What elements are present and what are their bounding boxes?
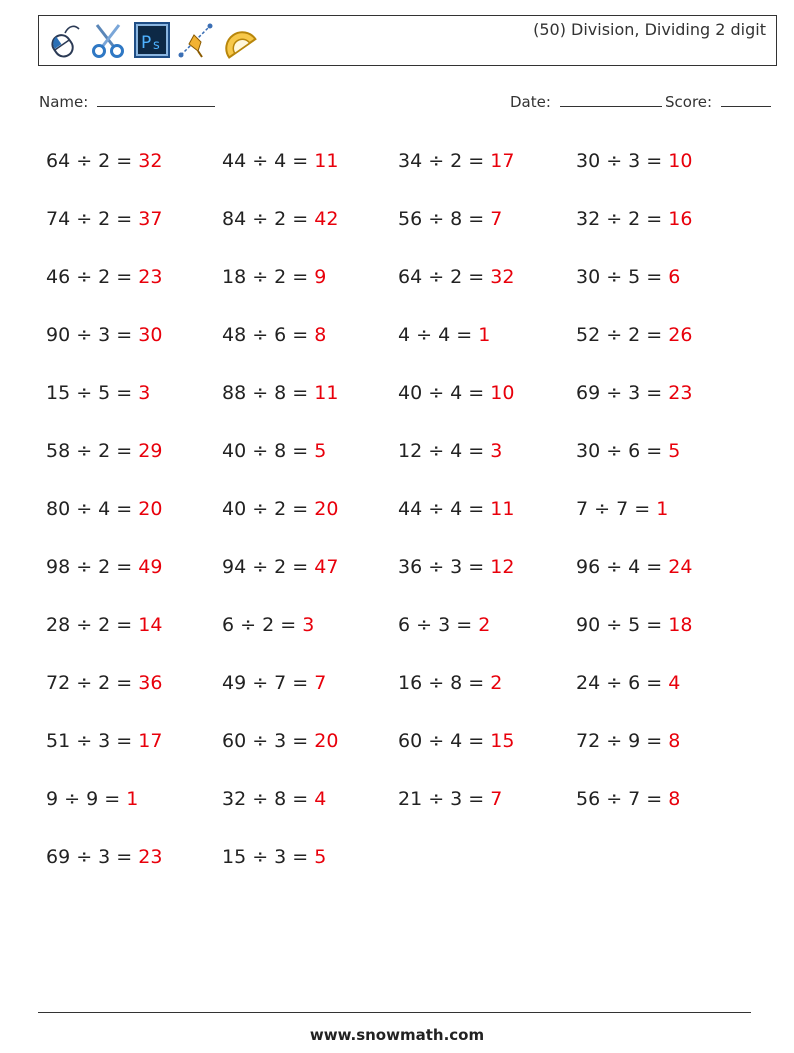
problem-answer: 24 <box>668 556 693 578</box>
date-label: Date: <box>510 93 551 111</box>
problem-answer: 23 <box>138 266 163 288</box>
problem-answer: 11 <box>314 150 339 172</box>
problem-question: 40 ÷ 4 = <box>398 382 491 404</box>
scissors-icon <box>89 21 127 59</box>
division-problem <box>398 606 576 664</box>
problem-question: 6 ÷ 2 = <box>222 614 303 636</box>
division-problem <box>46 200 222 258</box>
problem-question: 28 ÷ 2 = <box>46 614 139 636</box>
header-box <box>38 15 777 66</box>
division-problem <box>576 722 752 780</box>
division-problem <box>46 606 222 664</box>
division-problem <box>576 258 752 316</box>
division-problem <box>222 432 398 490</box>
division-problem <box>576 548 752 606</box>
problem-answer: 17 <box>490 150 515 172</box>
problem-question: 60 ÷ 3 = <box>222 730 315 752</box>
problem-question: 40 ÷ 2 = <box>222 498 315 520</box>
problem-question: 18 ÷ 2 = <box>222 266 315 288</box>
problem-answer: 26 <box>668 324 693 346</box>
problem-answer: 16 <box>668 208 693 230</box>
problem-question: 12 ÷ 4 = <box>398 440 491 462</box>
division-problem <box>576 780 752 838</box>
division-problem <box>576 200 752 258</box>
problem-question: 32 ÷ 2 = <box>576 208 669 230</box>
problem-answer: 10 <box>668 150 693 172</box>
problem-answer: 32 <box>490 266 515 288</box>
protractor-icon <box>221 21 259 59</box>
problem-question: 34 ÷ 2 = <box>398 150 491 172</box>
division-problem <box>398 780 576 838</box>
problem-answer: 11 <box>314 382 339 404</box>
division-problem <box>222 780 398 838</box>
problem-answer: 20 <box>314 730 339 752</box>
problem-question: 51 ÷ 3 = <box>46 730 139 752</box>
problem-question: 46 ÷ 2 = <box>46 266 139 288</box>
problem-answer: 5 <box>314 846 327 868</box>
mouse-icon <box>45 21 83 59</box>
problem-grid <box>46 142 752 896</box>
problem-answer: 7 <box>490 208 503 230</box>
problem-answer: 23 <box>138 846 163 868</box>
problem-answer: 30 <box>138 324 163 346</box>
icon-strip <box>45 21 259 59</box>
problem-question: 44 ÷ 4 = <box>398 498 491 520</box>
problem-question: 15 ÷ 3 = <box>222 846 315 868</box>
svg-text:P: P <box>141 33 152 53</box>
problem-question: 94 ÷ 2 = <box>222 556 315 578</box>
problem-question: 80 ÷ 4 = <box>46 498 139 520</box>
division-problem <box>222 374 398 432</box>
problem-answer: 12 <box>490 556 515 578</box>
name-blank[interactable] <box>97 92 215 107</box>
division-problem <box>46 780 222 838</box>
problem-question: 64 ÷ 2 = <box>46 150 139 172</box>
problem-answer: 7 <box>490 788 503 810</box>
problem-question: 69 ÷ 3 = <box>576 382 669 404</box>
division-problem <box>222 200 398 258</box>
division-problem <box>46 722 222 780</box>
problem-answer: 14 <box>138 614 163 636</box>
division-problem <box>46 316 222 374</box>
photoshop-icon <box>133 21 171 59</box>
problem-question: 21 ÷ 3 = <box>398 788 491 810</box>
worksheet-title: (50) Division, Dividing 2 digit <box>533 20 766 39</box>
problem-answer: 1 <box>656 498 669 520</box>
division-problem <box>222 664 398 722</box>
problem-answer: 8 <box>668 788 681 810</box>
division-problem <box>576 374 752 432</box>
problem-answer: 42 <box>314 208 339 230</box>
problem-question: 44 ÷ 4 = <box>222 150 315 172</box>
problem-answer: 4 <box>668 672 681 694</box>
problem-question: 48 ÷ 6 = <box>222 324 315 346</box>
division-problem <box>46 664 222 722</box>
problem-question: 72 ÷ 9 = <box>576 730 669 752</box>
problem-answer: 18 <box>668 614 693 636</box>
division-problem <box>222 548 398 606</box>
problem-question: 90 ÷ 3 = <box>46 324 139 346</box>
division-problem <box>222 722 398 780</box>
footer-url: www.snowmath.com <box>309 1026 485 1044</box>
problem-question: 69 ÷ 3 = <box>46 846 139 868</box>
division-problem <box>46 838 222 896</box>
division-problem <box>46 490 222 548</box>
division-problem <box>398 722 576 780</box>
division-problem <box>398 548 576 606</box>
problem-question: 30 ÷ 3 = <box>576 150 669 172</box>
problem-answer: 11 <box>490 498 515 520</box>
svg-text:s: s <box>153 38 160 53</box>
division-problem <box>576 606 752 664</box>
problem-question: 30 ÷ 5 = <box>576 266 669 288</box>
problem-answer: 2 <box>478 614 491 636</box>
division-problem <box>398 200 576 258</box>
problem-question: 98 ÷ 2 = <box>46 556 139 578</box>
problem-question: 96 ÷ 4 = <box>576 556 669 578</box>
problem-question: 56 ÷ 8 = <box>398 208 491 230</box>
division-problem <box>398 374 576 432</box>
problem-question: 74 ÷ 2 = <box>46 208 139 230</box>
division-problem <box>222 490 398 548</box>
problem-question: 52 ÷ 2 = <box>576 324 669 346</box>
problem-answer: 29 <box>138 440 163 462</box>
division-problem <box>398 316 576 374</box>
problem-answer: 20 <box>314 498 339 520</box>
problem-answer: 47 <box>314 556 339 578</box>
division-problem <box>46 548 222 606</box>
problem-answer: 10 <box>490 382 515 404</box>
division-problem <box>398 258 576 316</box>
problem-answer: 1 <box>478 324 491 346</box>
problem-answer: 5 <box>668 440 681 462</box>
problem-answer: 49 <box>138 556 163 578</box>
problem-answer: 37 <box>138 208 163 230</box>
problem-answer: 8 <box>668 730 681 752</box>
problem-question: 7 ÷ 7 = <box>576 498 657 520</box>
name-label: Name: <box>39 93 89 111</box>
division-problem <box>46 432 222 490</box>
problem-question: 40 ÷ 8 = <box>222 440 315 462</box>
division-problem <box>222 316 398 374</box>
problem-question: 9 ÷ 9 = <box>46 788 127 810</box>
problem-question: 32 ÷ 8 = <box>222 788 315 810</box>
problem-question: 36 ÷ 3 = <box>398 556 491 578</box>
date-blank[interactable] <box>560 92 662 107</box>
problem-question: 58 ÷ 2 = <box>46 440 139 462</box>
division-problem <box>576 490 752 548</box>
division-problem <box>46 374 222 432</box>
division-problem <box>398 142 576 200</box>
problem-answer: 32 <box>138 150 163 172</box>
division-problem <box>398 664 576 722</box>
footer-divider <box>38 1012 751 1013</box>
problem-question: 6 ÷ 3 = <box>398 614 479 636</box>
score-field <box>665 92 771 111</box>
problem-answer: 3 <box>138 382 151 404</box>
problem-question: 4 ÷ 4 = <box>398 324 479 346</box>
problem-answer: 9 <box>314 266 327 288</box>
problem-question: 88 ÷ 8 = <box>222 382 315 404</box>
division-problem <box>222 258 398 316</box>
problem-answer: 6 <box>668 266 681 288</box>
problem-answer: 23 <box>668 382 693 404</box>
problem-answer: 15 <box>490 730 515 752</box>
problem-answer: 20 <box>138 498 163 520</box>
division-problem <box>222 838 398 896</box>
pen-tool-icon <box>177 21 215 59</box>
problem-question: 60 ÷ 4 = <box>398 730 491 752</box>
problem-answer: 1 <box>126 788 139 810</box>
date-field <box>510 92 662 111</box>
division-problem <box>46 258 222 316</box>
problem-answer: 3 <box>302 614 315 636</box>
problem-question: 49 ÷ 7 = <box>222 672 315 694</box>
division-problem <box>222 142 398 200</box>
score-label: Score: <box>665 93 713 111</box>
problem-answer: 4 <box>314 788 327 810</box>
problem-question: 84 ÷ 2 = <box>222 208 315 230</box>
division-problem <box>222 606 398 664</box>
division-problem <box>398 432 576 490</box>
score-blank[interactable] <box>721 92 771 107</box>
problem-answer: 7 <box>314 672 327 694</box>
name-field <box>39 92 215 111</box>
problem-question: 90 ÷ 5 = <box>576 614 669 636</box>
problem-answer: 3 <box>490 440 503 462</box>
division-problem <box>576 142 752 200</box>
problem-answer: 17 <box>138 730 163 752</box>
problem-question: 56 ÷ 7 = <box>576 788 669 810</box>
division-problem <box>576 432 752 490</box>
division-problem <box>576 664 752 722</box>
problem-answer: 5 <box>314 440 327 462</box>
problem-answer: 2 <box>490 672 503 694</box>
division-problem <box>576 316 752 374</box>
problem-answer: 36 <box>138 672 163 694</box>
problem-answer: 8 <box>314 324 327 346</box>
problem-question: 16 ÷ 8 = <box>398 672 491 694</box>
problem-question: 15 ÷ 5 = <box>46 382 139 404</box>
problem-question: 64 ÷ 2 = <box>398 266 491 288</box>
division-problem <box>46 142 222 200</box>
problem-question: 30 ÷ 6 = <box>576 440 669 462</box>
division-problem <box>398 490 576 548</box>
problem-question: 72 ÷ 2 = <box>46 672 139 694</box>
problem-question: 24 ÷ 6 = <box>576 672 669 694</box>
